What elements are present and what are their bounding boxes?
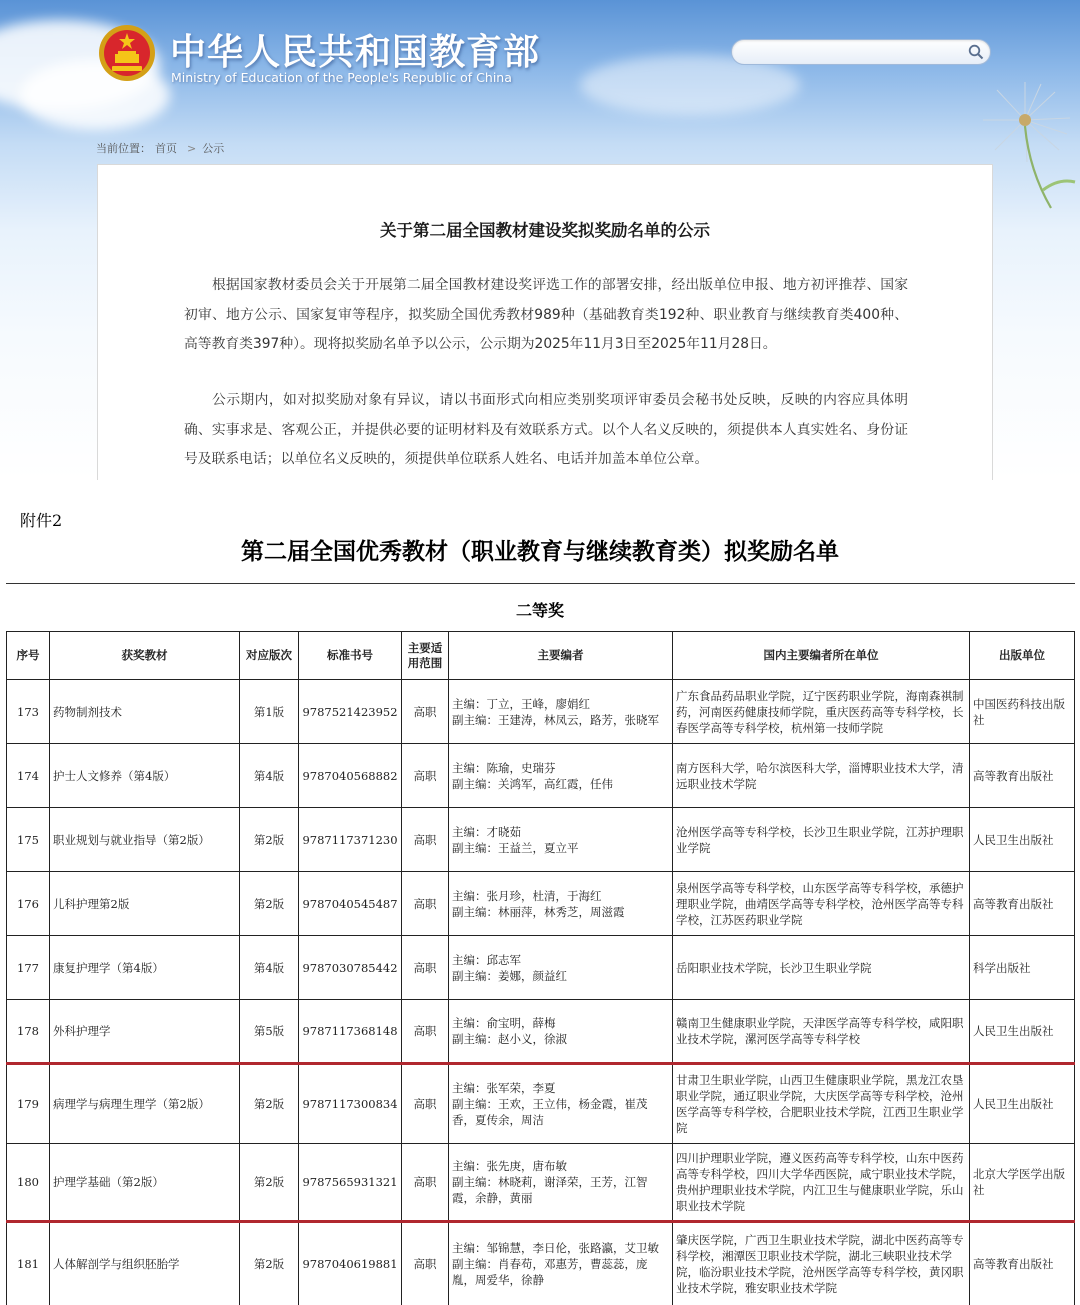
cell-edition: 第4版	[240, 744, 299, 808]
cell-units: 肇庆医学院，广西卫生职业技术学院，湖北中医药高等专科学校，湘潭医卫职业技术学院，湖北三峡职业技术学院，临汾职业技术学院，沧州医学高等专科学校，黄冈职业技术学院，雅安职业技术学院	[673, 1222, 970, 1305]
cell-edition: 第5版	[240, 1000, 299, 1064]
site-title: 中华人民共和国教育部	[170, 31, 541, 73]
cell-publisher: 中国医药科技出版社	[970, 680, 1075, 744]
cell-units: 甘肃卫生职业学院，山西卫生健康职业学院，黑龙江农垦职业学院，通辽职业学院，大庆医学高等专科学校，沧州医学高等专科学校，合肥职业技术学院，江西卫生职业学院	[673, 1064, 970, 1144]
cell-isbn: 9787565931321	[299, 1144, 402, 1222]
cell-units: 南方医科大学，哈尔滨医科大学，淄博职业技术大学，清远职业技术学院	[673, 744, 970, 808]
cell-scope: 高职	[402, 744, 449, 808]
cell-scope: 高职	[402, 1064, 449, 1144]
table-row	[7, 1064, 1075, 1144]
cell-units: 岳阳职业技术学院，长沙卫生职业学院	[673, 936, 970, 1000]
cell-scope: 高职	[402, 936, 449, 1000]
cell-units: 赣南卫生健康职业学院，天津医学高等专科学校，咸阳职业技术学院，漯河医学高等专科学校	[673, 1000, 970, 1064]
cell-isbn: 9787117368148	[299, 1000, 402, 1064]
column-header: 对应版次	[240, 632, 299, 680]
cell-textbook: 病理学与病理生理学（第2版）	[50, 1064, 240, 1144]
search-input[interactable]	[744, 43, 954, 61]
cell-textbook: 职业规划与就业指导（第2版）	[50, 808, 240, 872]
table-row	[7, 680, 1075, 744]
cell-scope: 高职	[402, 808, 449, 872]
cell-number: 179	[7, 1064, 50, 1144]
site-subtitle: Ministry of Education of the People's Republic of China	[171, 70, 512, 85]
search-box[interactable]	[731, 39, 991, 65]
award-table-body	[7, 680, 1075, 1305]
cell-units: 沧州医学高等专科学校，长沙卫生职业学院，江苏护理职业学院	[673, 808, 970, 872]
award-table	[6, 631, 1075, 1305]
breadcrumb-current-link[interactable]: 公示	[202, 142, 225, 155]
column-header: 国内主要编者所在单位	[673, 632, 970, 680]
cell-editors: 主编：才晓茹 副主编：王益兰，夏立平	[449, 808, 673, 872]
cell-number: 176	[7, 872, 50, 936]
table-header-row	[7, 632, 1075, 680]
cell-editors: 主编：张军荣，李夏 副主编：王欢，王立伟，杨金霞，崔茂香，夏传余，周洁	[449, 1064, 673, 1144]
cell-publisher: 高等教育出版社	[970, 872, 1075, 936]
cell-number: 178	[7, 1000, 50, 1064]
table-row	[7, 872, 1075, 936]
national-emblem-icon	[98, 24, 156, 82]
divider	[6, 583, 1075, 584]
cell-textbook: 药物制剂技术	[50, 680, 240, 744]
site-header	[0, 0, 1080, 480]
cell-publisher: 北京大学医学出版社	[970, 1144, 1075, 1222]
attachment-label: 附件2	[20, 511, 63, 530]
cell-edition: 第2版	[240, 1222, 299, 1305]
breadcrumb-home-link[interactable]: 首页	[155, 142, 177, 155]
cell-number: 181	[7, 1222, 50, 1305]
cell-textbook: 康复护理学（第4版）	[50, 936, 240, 1000]
cell-isbn: 9787040568882	[299, 744, 402, 808]
cell-edition: 第1版	[240, 680, 299, 744]
cell-edition: 第2版	[240, 1144, 299, 1222]
cell-textbook: 护理学基础（第2版）	[50, 1144, 240, 1222]
cell-textbook: 人体解剖学与组织胚胎学	[50, 1222, 240, 1305]
cell-editors: 主编：陈瑜，史瑞芬 副主编：关鸿军，高红霞，任伟	[449, 744, 673, 808]
column-header: 标准书号	[299, 632, 402, 680]
cell-textbook: 儿科护理第2版	[50, 872, 240, 936]
cell-publisher: 人民卫生出版社	[970, 1000, 1075, 1064]
column-header: 获奖教材	[50, 632, 240, 680]
cell-editors: 主编：俞宝明，薛梅 副主编：赵小义，徐淑	[449, 1000, 673, 1064]
notice-title: 关于第二届全国教材建设奖拟奖励名单的公示	[380, 221, 710, 240]
cell-publisher: 人民卫生出版社	[970, 808, 1075, 872]
cell-isbn: 9787040545487	[299, 872, 402, 936]
cell-editors: 主编：张先庚，唐布敏 副主编：林晓莉，谢泽荣，王芳，江智霞，余静，黄丽	[449, 1144, 673, 1222]
cell-scope: 高职	[402, 1144, 449, 1222]
cell-number: 173	[7, 680, 50, 744]
column-header: 序号	[7, 632, 50, 680]
table-row	[7, 1000, 1075, 1064]
notice-paragraph: 根据国家教材委员会关于开展第二届全国教材建设奖评选工作的部署安排，经出版单位申报、地方初评推荐、国家初审、地方公示、国家复审等程序，拟奖励全国优秀教材989种（基础教育类192种、职业教育与继续教育类400种、高等教育类397种）。现将拟奖励名单予以公示，公示期为2025年11月3日至2025年11月28日。	[184, 277, 908, 352]
cell-isbn: 9787040619881	[299, 1222, 402, 1305]
column-header: 主要适用范围	[402, 632, 449, 680]
document-title: 第二届全国优秀教材（职业教育与继续教育类）拟奖励名单	[241, 538, 839, 565]
cell-number: 174	[7, 744, 50, 808]
cell-edition: 第2版	[240, 808, 299, 872]
table-row	[7, 744, 1075, 808]
column-header: 出版单位	[970, 632, 1075, 680]
cell-number: 175	[7, 808, 50, 872]
cell-edition: 第2版	[240, 872, 299, 936]
cell-scope: 高职	[402, 872, 449, 936]
cell-scope: 高职	[402, 1000, 449, 1064]
search-icon[interactable]	[968, 44, 984, 60]
cell-edition: 第2版	[240, 1064, 299, 1144]
table-row	[7, 1222, 1075, 1305]
column-header: 主要编者	[449, 632, 673, 680]
breadcrumb-label: 当前位置：	[96, 142, 151, 155]
cell-units: 泉州医学高等专科学校，山东医学高等专科学校，承德护理职业学院，曲靖医学高等专科学校，沧州医学高等专科学校，江苏医药职业学院	[673, 872, 970, 936]
cell-editors: 主编：邱志军 副主编：姜娜，颜益红	[449, 936, 673, 1000]
cell-number: 180	[7, 1144, 50, 1222]
cell-textbook: 外科护理学	[50, 1000, 240, 1064]
cell-editors: 主编：张月珍，杜清，于海红 副主编：林丽萍，林秀芝，周滋霞	[449, 872, 673, 936]
breadcrumb	[96, 140, 228, 156]
cell-textbook: 护士人文修养（第4版）	[50, 744, 240, 808]
cell-publisher: 高等教育出版社	[970, 744, 1075, 808]
table-row	[7, 808, 1075, 872]
cell-number: 177	[7, 936, 50, 1000]
cell-publisher: 科学出版社	[970, 936, 1075, 1000]
cell-units: 广东食品药品职业学院，辽宁医药职业学院，海南森祺制药，河南医药健康技师学院，重庆医药高等专科学校，长春医学高等专科学校，杭州第一技师学院	[673, 680, 970, 744]
cell-units: 四川护理职业学院，遵义医药高等专科学校，山东中医药高等专科学校，四川大学华西医院，咸宁职业技术学院，贵州护理职业技术学院，内江卫生与健康职业学院，乐山职业技术学院	[673, 1144, 970, 1222]
breadcrumb-separator: >	[187, 142, 197, 155]
cell-scope: 高职	[402, 1222, 449, 1305]
cell-editors: 主编：邹锦慧，李日伦，张路瀛，艾卫敏 副主编：肖春苟，邓惠芳，曹蕊蕊，庞胤，周爱华，徐静	[449, 1222, 673, 1305]
cell-publisher: 人民卫生出版社	[970, 1064, 1075, 1144]
table-row	[7, 1144, 1075, 1222]
award-level-heading: 二等奖	[515, 601, 564, 620]
cell-isbn: 9787117371230	[299, 808, 402, 872]
cell-publisher: 高等教育出版社	[970, 1222, 1075, 1305]
cell-scope: 高职	[402, 680, 449, 744]
cell-editors: 主编：丁立，王峰，廖娟红 副主编：王建涛，林凤云，路芳，张晓军	[449, 680, 673, 744]
notice-paragraph: 公示期内，如对拟奖励对象有异议，请以书面形式向相应类别奖项评审委员会秘书处反映，反映的内容应具体明确、实事求是、客观公正，并提供必要的证明材料及有效联系方式。以个人名义反映的，须提供本人真实姓名、身份证号及联系电话；以单位名义反映的，须提供单位联系人姓名、电话并加盖本单位公章。	[184, 392, 908, 467]
cell-isbn: 9787521423952	[299, 680, 402, 744]
table-row	[7, 936, 1075, 1000]
cell-isbn: 9787030785442	[299, 936, 402, 1000]
notice-panel	[97, 164, 993, 480]
cell-isbn: 9787117300834	[299, 1064, 402, 1144]
cell-edition: 第4版	[240, 936, 299, 1000]
